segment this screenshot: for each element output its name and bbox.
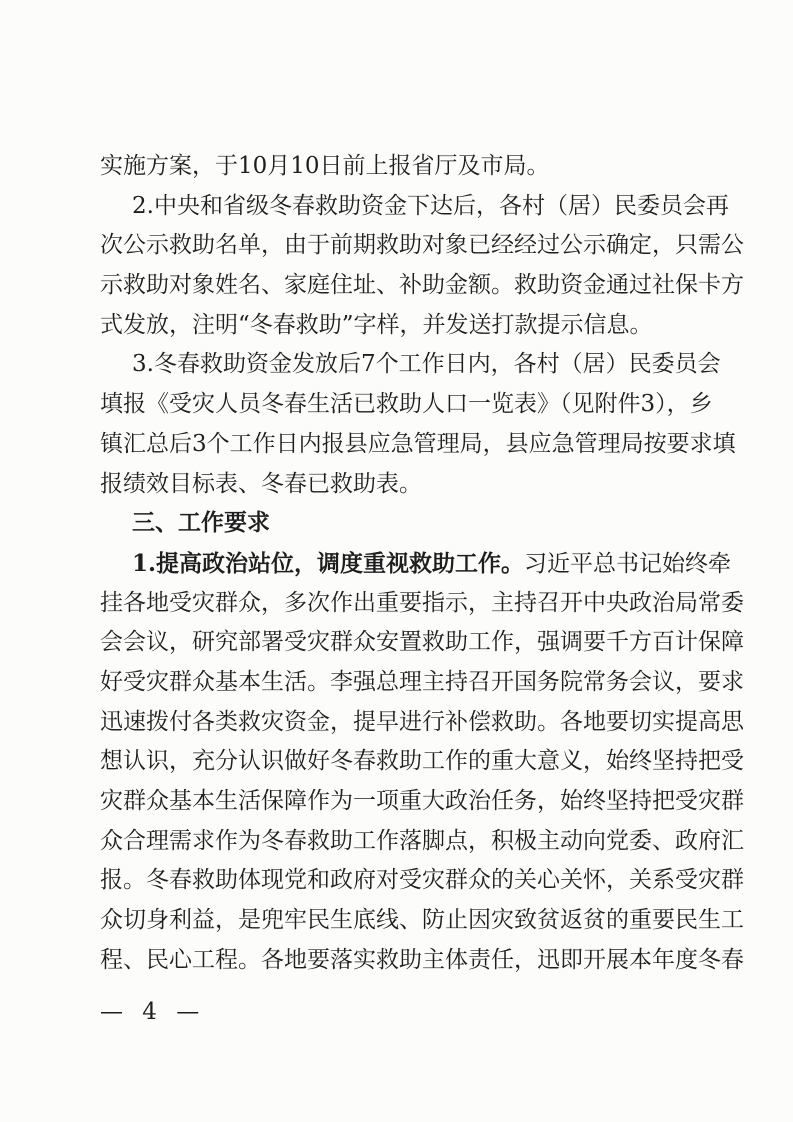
paragraph-line: 式发放，注明“冬春救助”字样，并发送打款提示信息。 <box>100 311 653 338</box>
paragraph-line <box>100 544 732 584</box>
paragraph-line: 挂各地受灾群众，多次作出重要指示，主持召开中央政治局常委 <box>100 589 744 616</box>
paragraph-line: 3.冬春救助资金发放后7个工作日内，各村（居）民委员会 <box>132 351 721 378</box>
paragraph-line: 迅速拨付各类救灾资金，提早进行补偿救助。各地要切实提高思 <box>100 708 744 735</box>
paragraph-line: 实施方案，于10月10日前上报省厅及市局。 <box>100 153 550 179</box>
paragraph-line: 2.中央和省级冬春救助资金下达后，各村（居）民委员会再 <box>132 192 729 219</box>
page-number: — 4 — <box>100 999 206 1025</box>
paragraph-line: 报。冬春救助体现党和政府对受灾群众的关心关怀，关系受灾群 <box>100 867 744 894</box>
paragraph-line: 会会议，研究部署受灾群众安置救助工作，强调要千方百计保障 <box>100 629 744 656</box>
paragraph-line: 众切身利益，是兜牢民生底线、防止因灾致贫返贫的重要民生工 <box>100 907 744 934</box>
paragraph-line: 好受灾群众基本生活。李强总理主持召开国务院常务会议，要求 <box>100 668 744 695</box>
paragraph-line: 灾群众基本生活保障作为一项重大政治任务，始终坚持把受灾群 <box>100 788 744 814</box>
paragraph-line: 示救助对象姓名、家庭住址、补助金额。救助资金通过社保卡方 <box>100 272 744 299</box>
bold-lead-sentence: 1.提高政治站位，调度重视救助工作。 <box>132 549 525 577</box>
paragraph-line: 想认识，充分认识做好冬春救助工作的重大意义，始终坚持把受 <box>100 748 744 775</box>
paragraph-line: 报绩效目标表、冬春已救助表。 <box>100 470 422 497</box>
paragraph-line: 众合理需求作为冬春救助工作落脚点，积极主动向党委、政府汇 <box>100 827 744 854</box>
section-heading: 三、工作要求 <box>132 510 270 537</box>
paragraph-line: 填报《受灾人员冬春生活已救助人口一览表》（见附件3），乡 <box>100 391 713 418</box>
document-body <box>100 147 744 980</box>
paragraph-line: 次公示救助名单，由于前期救助对象已经经过公示确定，只需公 <box>100 232 744 259</box>
paragraph-line: 程、民心工程。各地要落实救助主体责任，迅即开展本年度冬春 <box>100 946 744 973</box>
paragraph-line: 镇汇总后3个工作日内报县应急管理局，县应急管理局按要求填 <box>100 430 736 457</box>
paragraph-text: 习近平总书记始终牵 <box>524 550 732 577</box>
